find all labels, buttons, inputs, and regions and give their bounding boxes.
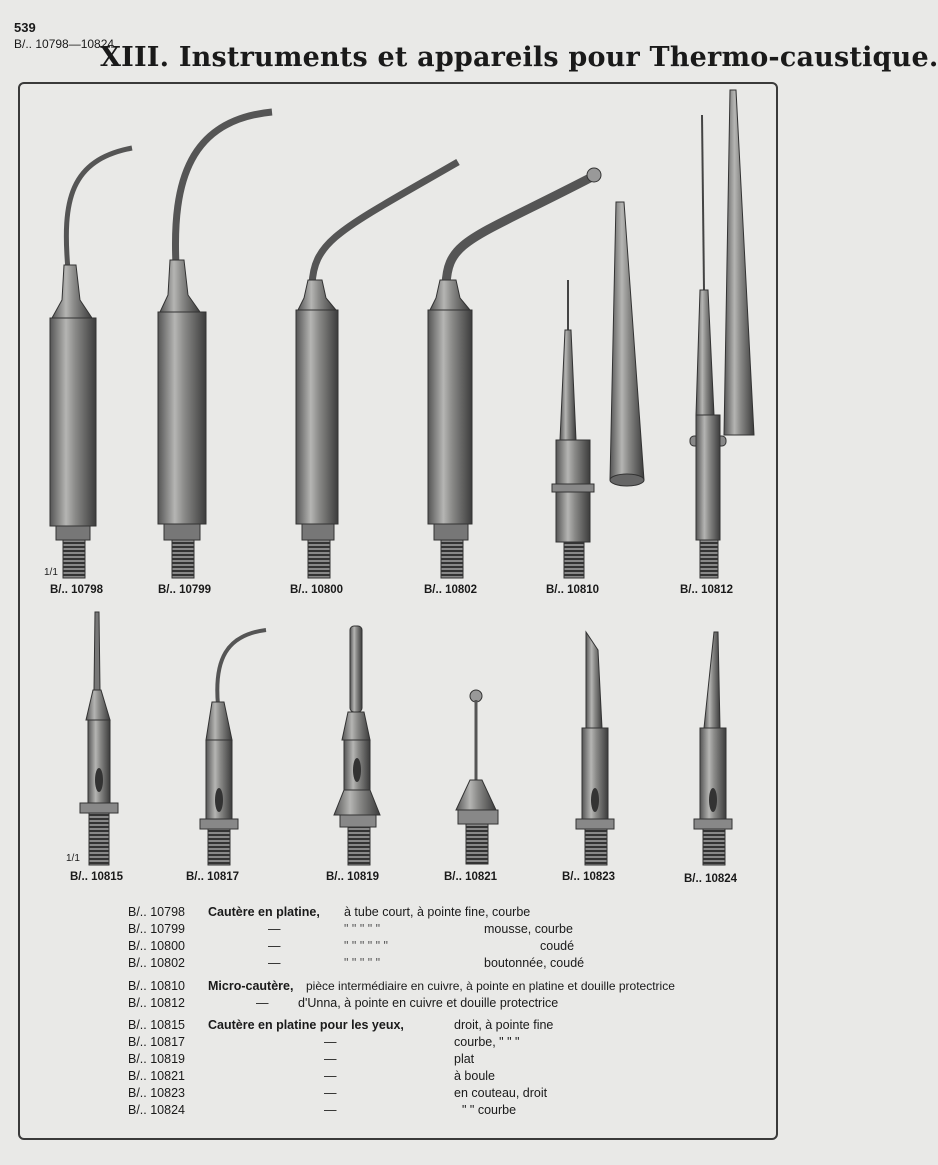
instrument-10824 <box>694 632 732 865</box>
catalog-desc: courbe, " " " <box>454 1035 520 1049</box>
catalog-range: B/.. 10798—10824 <box>14 37 115 51</box>
catalog-desc: " " courbe <box>462 1103 517 1117</box>
figure-label: B/.. 10823 <box>562 871 616 883</box>
instrument-10821 <box>456 690 498 864</box>
figure-label: B/.. 10817 <box>186 871 240 883</box>
catalog-dash: — <box>324 1035 337 1049</box>
figure-label: B/.. 10812 <box>680 584 734 596</box>
figure-label: B/.. 10810 <box>546 584 600 596</box>
catalog-code: B/.. 10823 <box>128 1086 185 1100</box>
catalog-code: B/.. 10810 <box>128 979 185 993</box>
catalog-code: B/.. 10821 <box>128 1069 185 1083</box>
catalog-dash: — <box>268 922 281 936</box>
instrument-10815 <box>80 612 118 865</box>
catalog-ditto: " " " " " <box>344 956 381 970</box>
instrument-10799 <box>158 112 272 578</box>
instrument-10823 <box>576 632 614 865</box>
figure-label: B/.. 10798 <box>50 584 104 596</box>
catalog-desc: boutonnée, coudé <box>484 956 585 970</box>
scale-marker: 1/1 <box>44 567 58 578</box>
catalog-code: B/.. 10800 <box>128 939 185 953</box>
figure-label: B/.. 10799 <box>158 584 212 596</box>
instrument-10812 <box>690 90 754 578</box>
catalog-name: Cautère en platine, <box>208 905 320 919</box>
catalog-name: Cautère en platine pour les yeux, <box>208 1018 404 1032</box>
figure-label: B/.. 10800 <box>290 584 344 596</box>
catalog-code: B/.. 10799 <box>128 922 185 936</box>
catalog-desc: à tube court, à pointe fine, courbe <box>344 905 531 919</box>
instrument-10798 <box>50 148 132 578</box>
catalog-dash: — <box>256 996 269 1010</box>
instrument-10810 <box>552 202 644 578</box>
figure-label: B/.. 10802 <box>424 584 478 596</box>
catalog-code: B/.. 10812 <box>128 996 185 1010</box>
instrument-10817 <box>200 630 266 865</box>
catalog-desc: coudé <box>540 939 575 953</box>
instrument-10819 <box>334 626 380 865</box>
catalog-code: B/.. 10815 <box>128 1018 185 1032</box>
catalog-desc: en couteau, droit <box>454 1086 548 1100</box>
catalog-code: B/.. 10817 <box>128 1035 185 1049</box>
catalog-dash: — <box>324 1086 337 1100</box>
catalog-code: B/.. 10824 <box>128 1103 185 1117</box>
figure-label: B/.. 10824 <box>684 873 738 885</box>
catalog-code: B/.. 10802 <box>128 956 185 970</box>
page-title: XIII. Instruments et appareils pour Thermo-caustique. <box>100 42 938 73</box>
catalog-dash: — <box>268 956 281 970</box>
figure-label: B/.. 10821 <box>444 871 498 883</box>
catalog-ditto: " " " " " " <box>344 939 388 953</box>
catalog-name: Micro-cautère, <box>208 979 294 993</box>
catalog-desc: plat <box>454 1052 475 1066</box>
catalog-desc: à boule <box>454 1069 496 1083</box>
catalog-desc: mousse, courbe <box>484 922 573 936</box>
figure-label: B/.. 10815 <box>70 871 124 883</box>
catalog-code: B/.. 10819 <box>128 1052 185 1066</box>
catalog-dash: — <box>324 1052 337 1066</box>
page-number: 539 <box>14 20 36 35</box>
figure-label: B/.. 10819 <box>326 871 380 883</box>
catalog-dash: — <box>268 939 281 953</box>
scale-marker: 1/1 <box>66 853 80 864</box>
catalog-desc: pièce intermédiaire en cuivre, à pointe en platine et douille protectrice <box>306 979 675 993</box>
catalog-ditto: " " " " " <box>344 922 381 936</box>
catalog-dash: — <box>324 1069 337 1083</box>
catalog-dash: — <box>324 1103 337 1117</box>
catalog-code: B/.. 10798 <box>128 905 185 919</box>
catalog-desc: d'Unna, à pointe en cuivre et douille protectrice <box>298 996 559 1010</box>
catalog-desc: droit, à pointe fine <box>454 1018 554 1032</box>
